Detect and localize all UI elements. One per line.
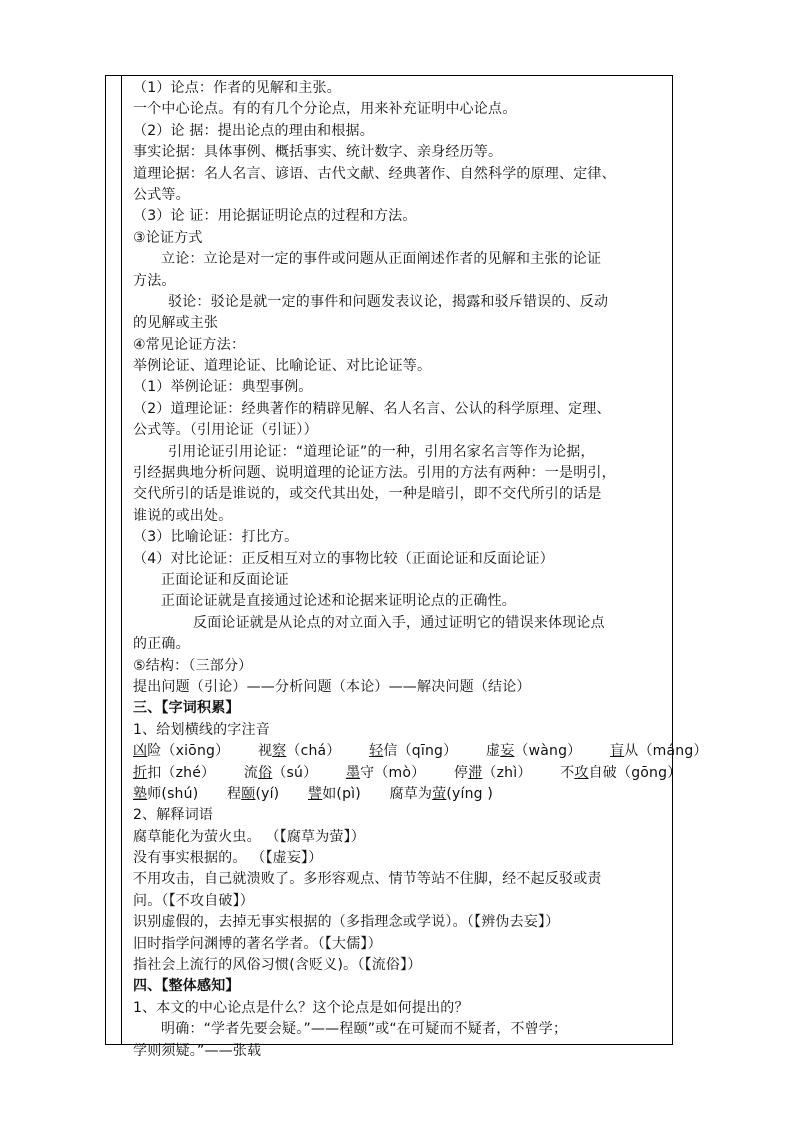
text-line: 1、给划横线的字注音 [133,721,270,738]
text-line: 正面论证和反面论证 [161,571,289,588]
pinyin-item: 停滞（zhì） [454,764,532,781]
pinyin-item: 譬如(pì) [308,785,361,802]
table-left-column [106,76,122,1044]
text-line: 学则须疑。”——张载 [133,1042,262,1059]
text-line: 事实论据：具体事例、概括事实、统计数字、亲身经历等。 [133,144,503,161]
text-line: 立论：立论是对一定的事件或问题从正面阐述作者的见解和主张的论证 [161,251,602,268]
text-line: （1）论点：作者的见解和主张。 [133,80,341,96]
pinyin-row [133,741,708,762]
pinyin-item: 墨守（mò） [345,764,426,781]
text-line: 没有事实根据的。 （【虚妄】） [133,850,323,867]
pinyin-item: 视察（chá） [257,743,341,760]
text-line: 提出问题（引论）——分析问题（本论）——解决问题（结论） [133,678,531,695]
text-line: 不用攻击，自己就溃败了。多形容观点、情节等站不住脚，经不起反驳或责 [133,871,602,888]
text-line: 识别虚假的，去掉无事实根据的（多指理念或学说）。（【辨伪去妄】） [133,914,560,931]
text-line: 指社会上流行的风俗习惯(含贬义)。（【流俗】） [133,957,422,974]
text-line: 交代所引的话是谁说的，或交代其出处，一种是暗引，即不交代所引的话是 [133,486,602,503]
text-line: 的正确。 [133,636,190,653]
text-line: （1）举例论证：典型事例。 [133,379,313,396]
text-line: 正面论证就是直接通过论述和论据来证明论点的正确性。 [161,593,516,610]
pinyin-item: 程颐(yí) [227,785,280,802]
text-line: 1、本文的中心论点是什么？这个论点是如何提出的？ [133,999,469,1016]
pinyin-item: 轻信（qīng） [369,743,458,760]
section-heading: 三、【字词积累】 [133,700,240,717]
text-line: 公式等。 [133,186,190,203]
text-line: 谁说的或出处。 [133,507,233,524]
section-heading: 四、【整体感知】 [133,978,240,995]
text-line: 反面论证就是从论点的对立面入手，通过证明它的错误来体现论点 [193,614,605,631]
text-line: 2、解释词语 [133,807,214,824]
text-line: 方法。 [133,272,176,289]
text-line: （2）道理论证：经典著作的精辟见解、名人名言、公认的科学原理、定理、 [133,400,611,417]
text-line: 一个中心论点。有的有几个分论点，用来补充证明中心论点。 [133,101,517,118]
text-line: 的见解或主张 [133,315,219,332]
text-line: 引经据典地分析问题、说明道理的论证方法。引用的方法有两种：一是明引， [133,465,616,482]
pinyin-item: 流俗（sú） [243,764,318,781]
pinyin-row [133,763,682,784]
text-line: （3）论 证：用论据证明论点的过程和方法。 [133,208,417,225]
pinyin-item: 塾师(shú) [133,785,199,802]
text-line: 旧时指学问渊博的著名学者。（【大儒】） [133,935,382,952]
text-line: ③论证方式 [133,229,203,246]
text-line: ⑤结构：（三部分） [133,657,253,674]
text-line: 公式等。（引用论证（引证）） [133,422,318,439]
text-line: 驳论：驳论是就一定的事件和问题发表议论，揭露和驳斥错误的、反动 [168,293,609,310]
pinyin-item: 凶险（xiōng） [133,743,230,760]
pinyin-item: 折扣（zhé） [133,764,216,781]
text-line: （4）对比论证：正反相互对立的事物比较（正面论证和反面论证） [133,550,554,567]
pinyin-row [133,784,673,805]
text-line: 道理论据：名人名言、谚语、古代文献、经典著作、自然科学的原理、定律、 [133,165,616,182]
text-line: ④常见论证方法： [133,336,246,353]
pinyin-item: 不攻自破（gōng） [560,764,682,781]
text-line: 举例论证、道理论证、比喻论证、对比论证等。 [133,358,432,375]
text-line: 引用论证引用论证：“道理论证”的一种，引用名家名言等作为论据， [168,443,595,460]
pinyin-item: 虚妄（wàng） [485,743,582,760]
text-line: 明确：“学者先要会疑。”——程颐”或“在可疑而不疑者，不曾学； [161,1021,568,1038]
text-line: 问。（【不攻自破】） [133,892,254,909]
text-line: 腐草能化为萤火虫。 （【腐草为萤】） [133,828,366,845]
pinyin-item: 腐草为萤(yíng ) [389,785,494,802]
document-content [133,78,708,1062]
text-line: （3）比喻论证：打比方。 [133,529,299,546]
text-line: （2）论 据：提出论点的理由和根据。 [133,122,374,139]
pinyin-item: 盲从（máng） [610,743,708,760]
